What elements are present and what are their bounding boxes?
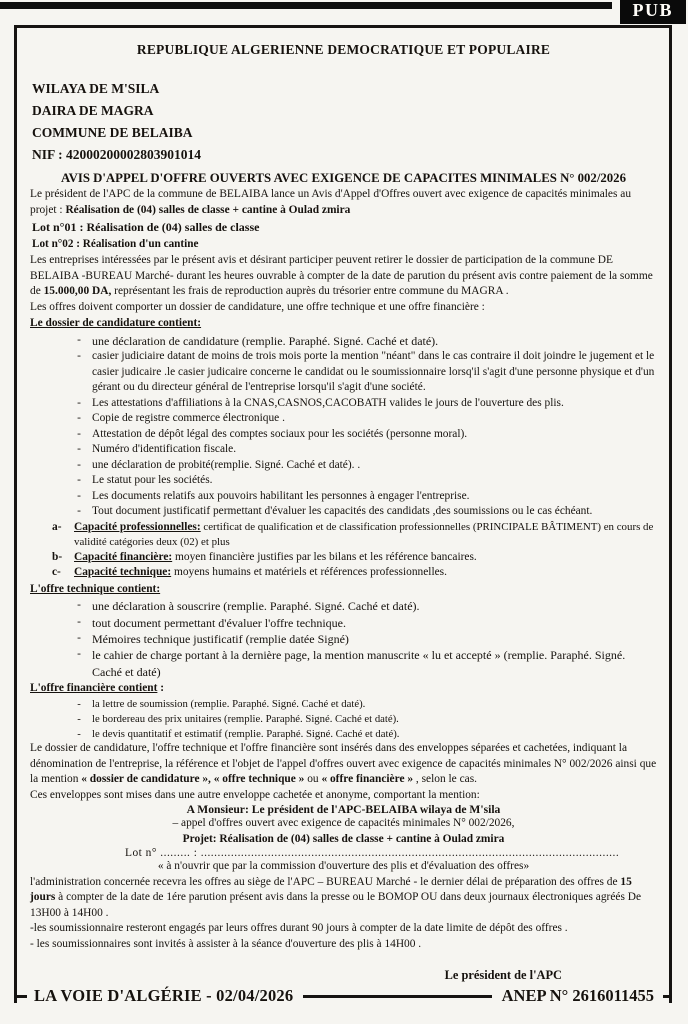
list-item: - le bordereau des prix unitaires (remplie. Paraphé. Signé. Caché et daté). [30,712,657,727]
journal-name-date: LA VOIE D'ALGÉRIE - 02/04/2026 [34,986,294,1005]
scan-top-bar [0,2,612,9]
enveloppes-paragraph: Le dossier de candidature, l'offre technique et l'offre financière sont insérés dans des enveloppes séparées et cachetées, indiquant la dénomination de l'entreprise, la référence et l'objet de l'appel d'offres ouvert avec exigence de capacités minimales N° 002/2026 ainsi que la mention « dossier de candidature », « offre technique » ou « offre financière » , selon le cas. [30,742,657,786]
daira-line: DAIRA DE MAGRA [32,102,154,118]
dash-bullet: - [77,599,81,612]
retrait-text-1: Les entreprises intéressées par le présent avis et désirant participer peuvent retirer le dossier de participation de la commune DE BELAIBA -BUREAU Marché- durant les heures ouvrable à compter de la date de parution du présent avis contre paiement de la somme de [30,254,653,298]
dash-bullet: - [77,615,81,628]
dash-bullet: - [77,698,81,711]
enveloppe-exterieure-line: Ces enveloppes sont mises dans une autre enveloppe cachetée et anonyme, comportant la mention: [30,788,480,801]
list-item: - Les attestations d'affiliations à la CNAS,CASNOS,CACOBATH valides le jours de l'ouverture des plis. [30,396,657,412]
list-item: - tout document permettant d'évaluer l'offre technique. [30,615,657,631]
dash-bullet: - [77,648,81,661]
capacite-financiere-title: Capacité financière: [74,550,173,563]
list-item: - Numéro d'identification fiscale. [30,442,657,458]
candidature-heading: Le dossier de candidature contient: [30,317,202,330]
wilaya-line: WILAYA DE M'SILA [32,81,160,96]
mention-dossier-candidature: « dossier de candidature », [81,773,211,786]
dash-bullet: - [77,727,81,740]
footer-left-corner [14,995,27,998]
administration-paragraph: l'administration concernée recevra les offres au siège de l'APC – BUREAU Marché - le dernier délai de préparation des offres de 15 jours à compter de la date de 1ére parution présent avis dans la presse ou le BOMOP OU dans deux journaux électroniques agréés De 13H00 à 14H00 . [30,875,642,919]
projet-mention-line: Projet: Réalisation de (04) salles de classe + cantine à Oulad zmira [182,832,505,845]
list-item: - le cahier de charge portant à la dernière page, la mention manuscrite « lu et accepté » (remplie. Paraphé. Signé. Caché et daté) [30,647,657,680]
capacite-technique-title: Capacité technique: [74,566,172,579]
list-item: - Tout document justificatif permettant d'évaluer les capacités des candidats ,des soumissions ou le cas échéant. [30,504,657,520]
dash-bullet: - [77,458,81,471]
list-item: - Attestation de dépôt légal des comptes sociaux pour les sociétés (personne moral). [30,427,657,443]
capacite-technique-row: c- Capacité technique: moyens humains et matériels et références professionnelles. [52,566,447,579]
lot-02-line: Lot n°02 : Réalisation d'un cantine [32,238,199,251]
dash-bullet: - [77,412,81,425]
list-item: - une déclaration de candidature (remplie. Paraphé. Signé. Caché et daté). [30,333,657,349]
dash-bullet: - [77,712,81,725]
notice-title: AVIS D'APPEL D'OFFRE OUVERTS AVEC EXIGENCE DE CAPACITES MINIMALES N° 002/2026 [61,171,626,186]
list-item: - le devis quantitatif et estimatif (remplie. Paraphé. Signé. Caché et daté). [30,727,657,742]
document-frame [14,25,672,1003]
capacite-professionnelle-row: a- Capacité professionnelles: certificat de qualification et de classification professionnelles (PRINCIPALE BÂTIMENT) en cours de validité catégories deux (02) et plus [52,520,654,549]
list-item: - Le statut pour les sociétés. [30,473,657,489]
list-item: - Copie de registre commerce électronique . [30,411,657,427]
dash-bullet: - [77,350,81,363]
offre-financiere-list [30,697,657,741]
retrait-amount: 15.000,00 DA, [43,285,112,298]
list-item: - une déclaration à souscrire (remplie. Paraphé. Signé. Caché et daté). [30,598,657,614]
dash-bullet: - [77,333,81,346]
footer-right-corner [663,995,672,998]
lot-01-line: Lot n°01 : Réalisation de (04) salles de classe [32,220,260,235]
signature-president: Le président de l'APC [444,968,562,983]
lot-dotted-line: Lot n° ......... : ............................................................................................................................. [125,847,620,860]
footer-strip [14,986,672,1006]
dash-bullet: - [77,427,81,440]
republic-title: REPUBLIQUE ALGERIENNE DEMOCRATIQUE ET POPULAIRE [136,42,551,57]
list-item: - Les documents relatifs aux pouvoirs habilitant les personnes à engager l'entreprise. [30,489,657,505]
dash-bullet: - [77,443,81,456]
project-title: Réalisation de (04) salles de classe + cantine à Oulad zmira [65,203,351,216]
capacite-professionnelle-title: Capacité professionnelles: [74,520,201,533]
offres-composition-line: Les offres doivent comporter un dossier de candidature, une offre technique et une offre financière : [30,300,485,313]
seance-ouverture-line: - les soumissionnaires sont invités à assister à la séance d'ouverture des plis à 14H00 . [30,937,422,950]
retrait-paragraph [30,253,657,300]
mention-offre-financiere: « offre financière » [321,773,414,786]
dash-bullet: - [77,396,81,409]
adresse-monsieur-line: A Monsieur: Le président de l'APC-BELAIBA wilaya de M'sila [186,803,501,817]
nif-line: NIF : 42000200002803901014 [32,146,201,162]
list-item: - casier judiciaire datant de moins de trois mois porte la mention "néant" dans le cas contraire il doit joindre le jugement et le casier judicaire .le casier judicaire concerne le candidat ou le soumissionnaire lorsq'il s'agit d'une personne physique et d'un gérant ou du directeur général de l'entreprise lorsqu'il s'agit d'une société. [30,349,657,396]
appel-offres-ref-line: – appel d'offres ouvert avec exigence de capacités minimales N° 002/2026, [172,817,515,830]
delai-15-jours: 15 jours [30,875,632,904]
list-item: - Mémoires technique justificatif (remplie datée Signé) [30,631,657,647]
candidature-list [30,333,657,520]
commune-line: COMMUNE DE BELAIBA [32,124,193,140]
list-item: - la lettre de soumission (remplie. Paraphé. Signé. Caché et daté). [30,697,657,712]
issuer-block [32,78,657,165]
offre-financiere-heading: L'offre financière contient : [30,681,165,694]
dash-bullet: - [77,489,81,502]
ne-pas-ouvrir-line: « à n'ouvrir que par la commission d'ouverture des plis et d'évaluation des offres» [157,860,530,873]
mention-offre-technique: « offre technique » [213,773,305,786]
offre-technique-heading: L'offre technique contient: [30,582,161,595]
intro-lead: Le président de l'APC de la commune de BELAIBA lance un Avis d'Appel d'Offres ouvert avec exigence de capacités minimales au projet : [30,188,632,216]
footer-rule [303,995,491,998]
capacite-financiere-row: b- Capacité financière: moyen financière justifies par les bilans et les référence bancaires. [52,550,477,563]
retrait-text-2: représentant les frais de reproduction auprès du trésorier entre commune du MAGRA . [111,285,509,298]
dash-bullet: - [77,474,81,487]
dash-bullet: - [77,632,81,644]
anep-number: ANEP N° 2616011455 [501,986,654,1005]
engagement-90-jours-line: -les soumissionnaire resteront engagés par leurs offres durant 90 jours à compter de la date limite de dépôt des offres . [30,922,568,935]
list-item: - une déclaration de probité(remplie. Signé. Caché et daté). . [30,458,657,474]
pub-badge: PUB [620,0,687,24]
dash-bullet: - [77,505,81,518]
intro-paragraph [30,187,657,218]
offre-technique-list [30,598,657,680]
